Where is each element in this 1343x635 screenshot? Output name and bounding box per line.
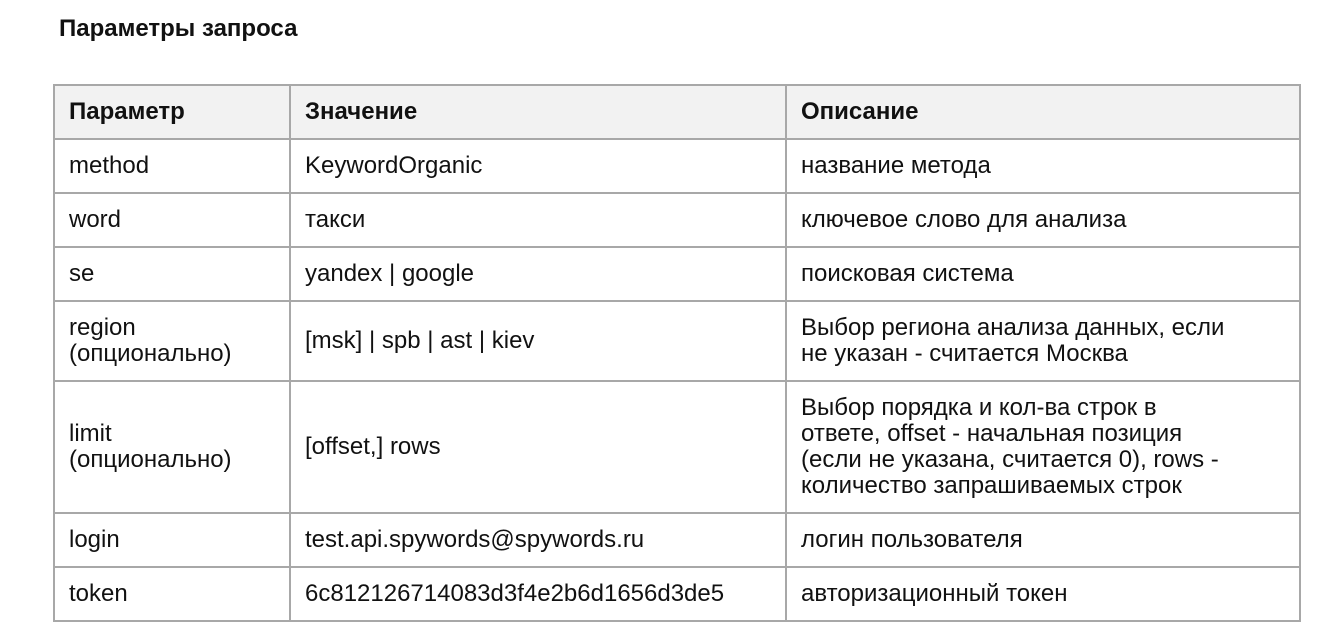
parameter-value: такси [305,206,366,233]
description-cell [786,193,1300,247]
parameter-cell [54,193,290,247]
parameter-description: Выбор порядка и кол-ва строк в ответе, offset - начальная позиция (если не указана, считается 0), rows - количество запрашиваемых строк [801,394,1219,499]
value-cell [290,193,786,247]
parameter-value: [offset,] rows [305,433,441,460]
column-header-description: Описание [786,85,1300,139]
description-cell [786,301,1300,381]
description-cell [786,139,1300,193]
parameter-description: ключевое слово для анализа [801,206,1127,233]
table-row [54,513,1300,567]
parameter-value: 6c812126714083d3f4e2b6d1656d3de5 [305,580,725,607]
parameter-description: название метода [801,152,991,179]
page-title: Параметры запроса [59,15,298,42]
parameter-name: token [69,580,128,607]
request-parameters-table [53,84,1301,622]
value-cell [290,513,786,567]
parameter-description: авторизационный токен [801,580,1068,607]
value-cell [290,567,786,621]
value-cell [290,381,786,513]
parameter-cell [54,139,290,193]
parameter-value: test.api.spywords@spywords.ru [305,526,645,553]
parameter-cell [54,513,290,567]
parameter-description: логин пользователя [801,526,1023,553]
parameter-value: yandex | google [305,260,475,287]
table-row [54,139,1300,193]
table-row [54,247,1300,301]
parameter-name: word [69,206,122,233]
description-cell [786,247,1300,301]
description-cell [786,567,1300,621]
description-cell [786,513,1300,567]
parameter-value: KeywordOrganic [305,152,483,179]
parameter-description: поисковая система [801,260,1014,287]
parameter-cell [54,301,290,381]
parameter-name: limit (опционально) [69,420,232,473]
value-cell [290,301,786,381]
table-row [54,381,1300,513]
column-header-value: Значение [290,85,786,139]
parameter-cell [54,567,290,621]
table-row [54,301,1300,381]
description-cell [786,381,1300,513]
parameter-cell [54,247,290,301]
table-row [54,567,1300,621]
value-cell [290,247,786,301]
parameter-name: login [69,526,120,553]
parameter-name: region (опционально) [69,314,232,367]
parameter-value: [msk] | spb | ast | kiev [305,327,535,354]
parameter-description: Выбор региона анализа данных, если не указан - считается Москва [801,314,1225,367]
value-cell [290,139,786,193]
table-header-row [54,85,1300,139]
parameter-name: se [69,260,95,287]
column-header-parameter: Параметр [54,85,290,139]
parameter-name: method [69,152,150,179]
parameter-cell [54,381,290,513]
table-row [54,193,1300,247]
